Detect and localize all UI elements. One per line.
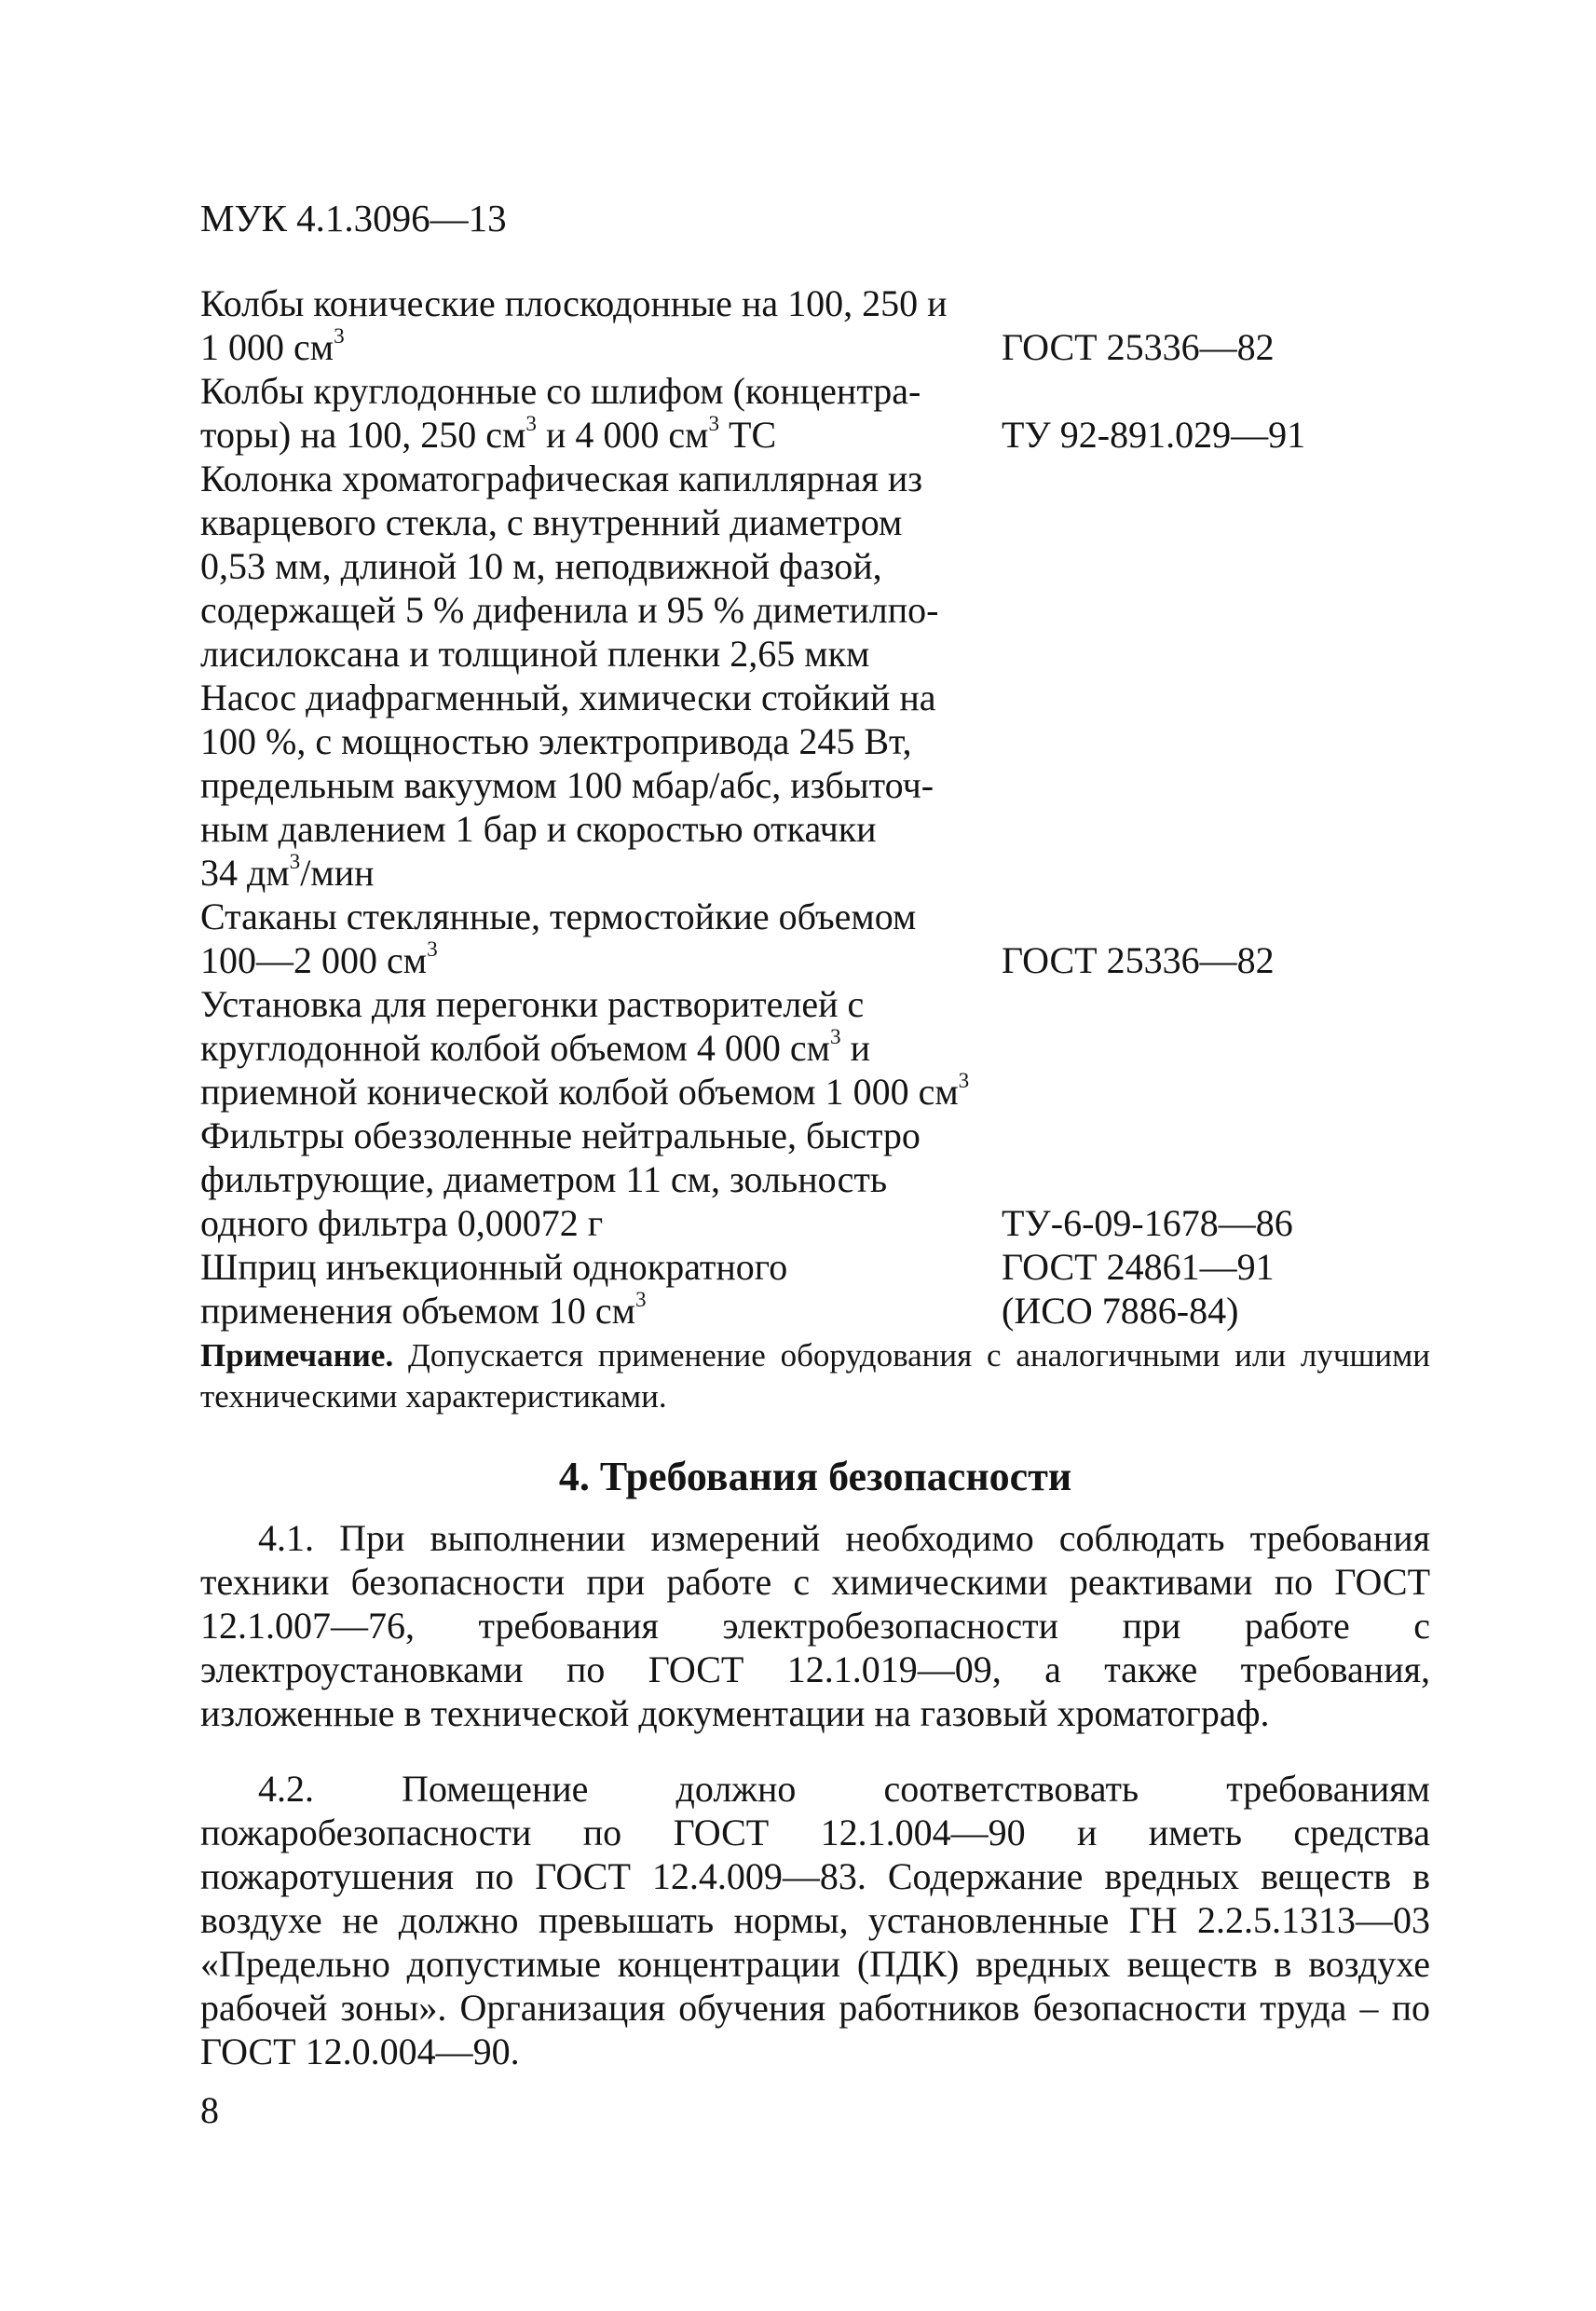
- superscript: 3: [708, 412, 720, 437]
- equipment-text: и приемной конической колбой объемом 1 000 см: [200, 1027, 959, 1113]
- equipment-text: /мин: [300, 852, 375, 894]
- equipment-text: Насос диафрагменный, химически стойкий на 100 %, с мощностью электропривода 245 Вт, предельным вакуумом 100 мбар/абс, избыточ- ным давлением 1 бар и скоростью откачки 34 дм: [200, 677, 936, 894]
- equipment-text: Фильтры обеззоленные нейтральные, быстро фильтрующие, диаметром 11 см, зольность одного фильтра 0,00072 г: [200, 1114, 921, 1244]
- superscript: 3: [334, 324, 345, 349]
- equipment-standard: ТУ-6-09-1678—86: [1002, 1202, 1293, 1244]
- equipment-name: [200, 982, 1002, 1114]
- equipment-text: Шприц инъекционный однократного применения объемом 10 см: [200, 1246, 788, 1332]
- superscript: 3: [829, 1025, 841, 1050]
- paragraph-4-2: 4.2. Помещение должно соответствовать требованиям пожаробезопасности по ГОСТ 12.1.004—90 и иметь средства пожаротушения по ГОСТ 12.4.009—83. Содержание вредных веществ в воздухе не должно превышать нормы, установленные ГН 2.2.5.1313—03 «Предельно допустимые концентрации (ПДК) вредных веществ в воздухе рабочей зоны». Организация обучения работников безопасности труда – по ГОСТ 12.0.004—90.: [200, 1768, 1430, 2072]
- equipment-item: [200, 676, 1393, 895]
- equipment-item: [200, 1245, 1393, 1333]
- equipment-name: [200, 676, 1002, 895]
- equipment-item: [200, 1114, 1393, 1245]
- page-number: 8: [200, 2089, 219, 2131]
- equipment-text: Колонка хроматографическая капиллярная из кварцевого стекла, с внутренний диаметром 0,53 мм, длиной 10 м, неподвижной фазой, содержащей 5 % дифенила и 95 % диметилпо- лисилоксана и толщиной пленки 2,65 мкм: [200, 458, 939, 675]
- equipment-name: [200, 457, 1002, 676]
- note-text: Допускается применение оборудования с аналогичными или лучшими техническими характеристиками.: [200, 1337, 1430, 1415]
- equipment-item: [200, 982, 1393, 1114]
- equipment-text: Колбы конические плоскодонные на 100, 250 и 1 000 см: [200, 282, 948, 368]
- equipment-text: Стаканы стеклянные, термостойкие объемом 100—2 000 см: [200, 896, 917, 981]
- superscript: 3: [289, 850, 301, 875]
- equipment-name: [200, 1114, 1002, 1245]
- equipment-standard: ГОСТ 25336—82: [1002, 326, 1275, 368]
- equipment-name: [200, 281, 1002, 369]
- equipment-item: [200, 895, 1393, 982]
- equipment-text: Установка для перегонки растворителей с круглодонной колбой объемом 4 000 см: [200, 983, 865, 1069]
- equipment-item: [200, 281, 1393, 369]
- equipment-name: [200, 895, 1002, 982]
- equipment-name: [200, 369, 1002, 457]
- equipment-text: ТС: [719, 414, 777, 456]
- superscript: 3: [958, 1069, 970, 1094]
- superscript: 3: [525, 412, 537, 437]
- equipment-standard: ГОСТ 25336—82: [1002, 939, 1275, 981]
- equipment-item: [200, 369, 1393, 457]
- superscript: 3: [634, 1288, 647, 1313]
- equipment-standard: ТУ 92-891.029—91: [1002, 414, 1306, 456]
- equipment-name: [200, 1245, 1002, 1333]
- equipment-list: [200, 281, 1393, 1333]
- equipment-item: [200, 457, 1393, 676]
- equipment-text: Колбы круглодонные со шлифом (концентра- торы) на 100, 250 см: [200, 370, 921, 456]
- note: [200, 1335, 1430, 1417]
- paragraph-4-1: 4.1. При выполнении измерений необходимо соблюдать требования техники безопасности при работе с химическими реактивами по ГОСТ 12.1.007—76, требования электробезопасности при работе с электроустановками по ГОСТ 12.1.019—09, а также требования, изложенные в технической документации на газовый хроматограф.: [200, 1517, 1430, 1734]
- note-label: Примечание.: [200, 1337, 394, 1374]
- equipment-standard: ГОСТ 24861—91 (ИСО 7886-84): [1002, 1246, 1275, 1332]
- document-code: МУК 4.1.3096—13: [200, 197, 507, 239]
- section-title: 4. Требования безопасности: [558, 1454, 1072, 1499]
- superscript: 3: [427, 937, 438, 963]
- equipment-text: и 4 000 см: [536, 414, 709, 456]
